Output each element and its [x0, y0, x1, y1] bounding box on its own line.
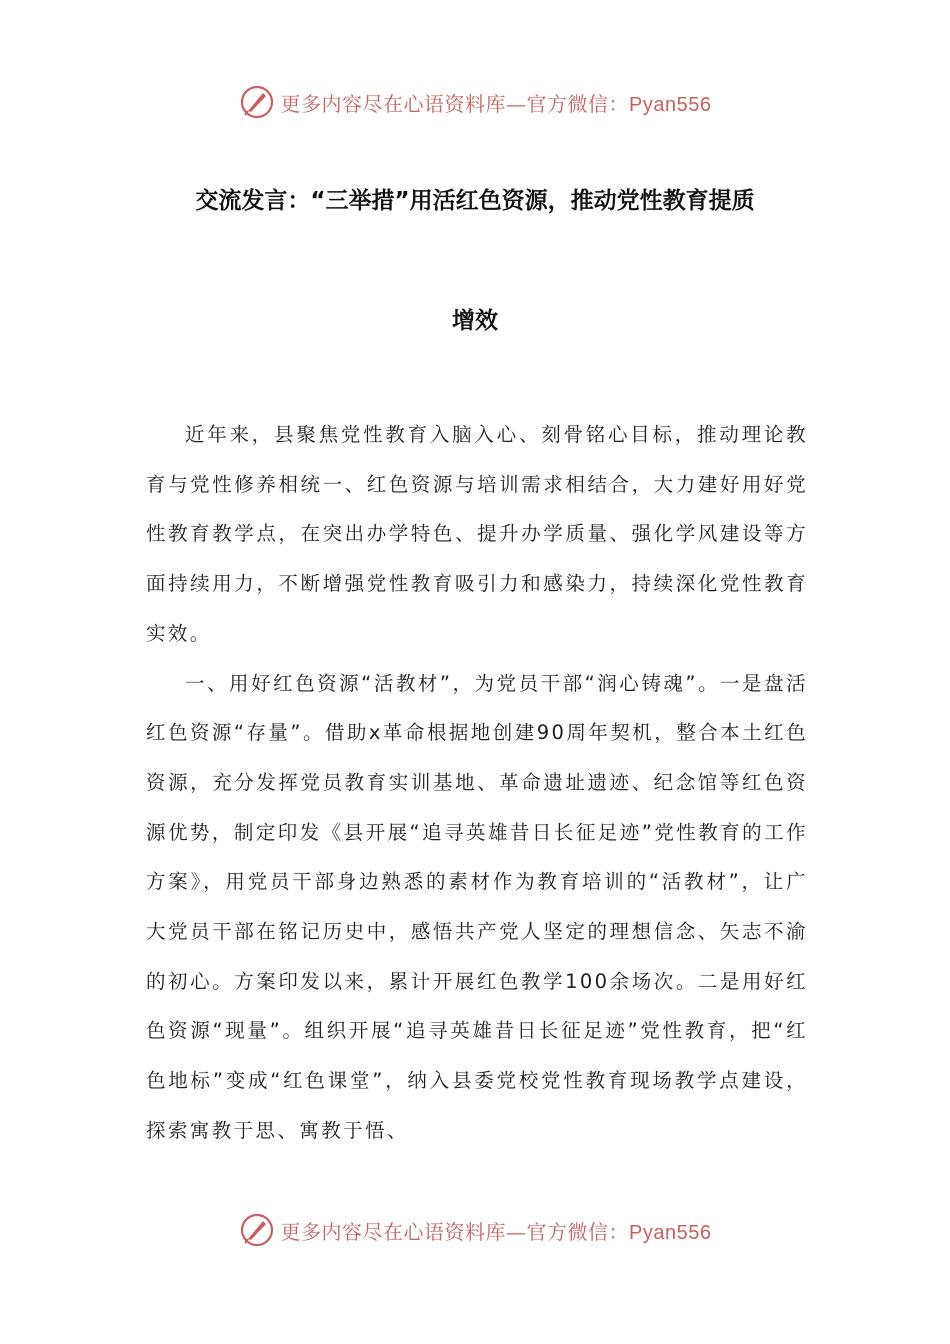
paragraph-section-1: 一、用好红色资源“活教材”，为党员干部“润心铸魂”。一是盘活红色资源“存量”。借助x革命根据地创建90周年契机，整合本土红色资源，充分发挥党员教育实训基地、革命遗址遗迹、纪念馆等红色资源优势，制定印发《县开展“追寻英雄昔日长征足迹”党性教育的工作方案》，用党员干部身边熟悉的素材作为教育培训的“活教材”，让广大党员干部在铭记历史中，感悟共产党人坚定的理想信念、矢志不渝的初心。方案印发以来，累计开展红色教学100余场次。二是用好红色资源“现量”。组织开展“追寻英雄昔日长征足迹”党性教育，把“红色地标”变成“红色课堂”，纳入县委党校党性教育现场教学点建设，探索寓教于思、寓教于悟、 — [146, 671, 808, 1142]
header-watermark-text: 更多内容尽在心语资料库—官方微信：Pyan556 — [280, 91, 712, 116]
document-title-line-2: 增效 — [452, 308, 498, 334]
document-title-line-1: 交流发言：“三举措”用活红色资源，推动党性教育提质 — [195, 188, 755, 214]
footer-watermark-text: 更多内容尽在心语资料库—官方微信：Pyan556 — [280, 1219, 712, 1244]
footer-watermark-banner — [0, 1210, 950, 1250]
paragraph-intro: 近年来，县聚焦党性教育入脑入心、刻骨铭心目标，推动理论教育与党性修养相统一、红色资源与培训需求相结合，大力建好用好党性教育教学点，在突出办学特色、提升办学质量、强化学风建设等方面持续用力，不断增强党性教育吸引力和感染力，持续深化党性教育实效。 — [146, 423, 808, 645]
quill-logo-icon — [239, 84, 275, 120]
quill-logo-icon — [239, 1212, 275, 1248]
document-body — [146, 410, 808, 1156]
header-watermark-banner — [0, 82, 950, 122]
